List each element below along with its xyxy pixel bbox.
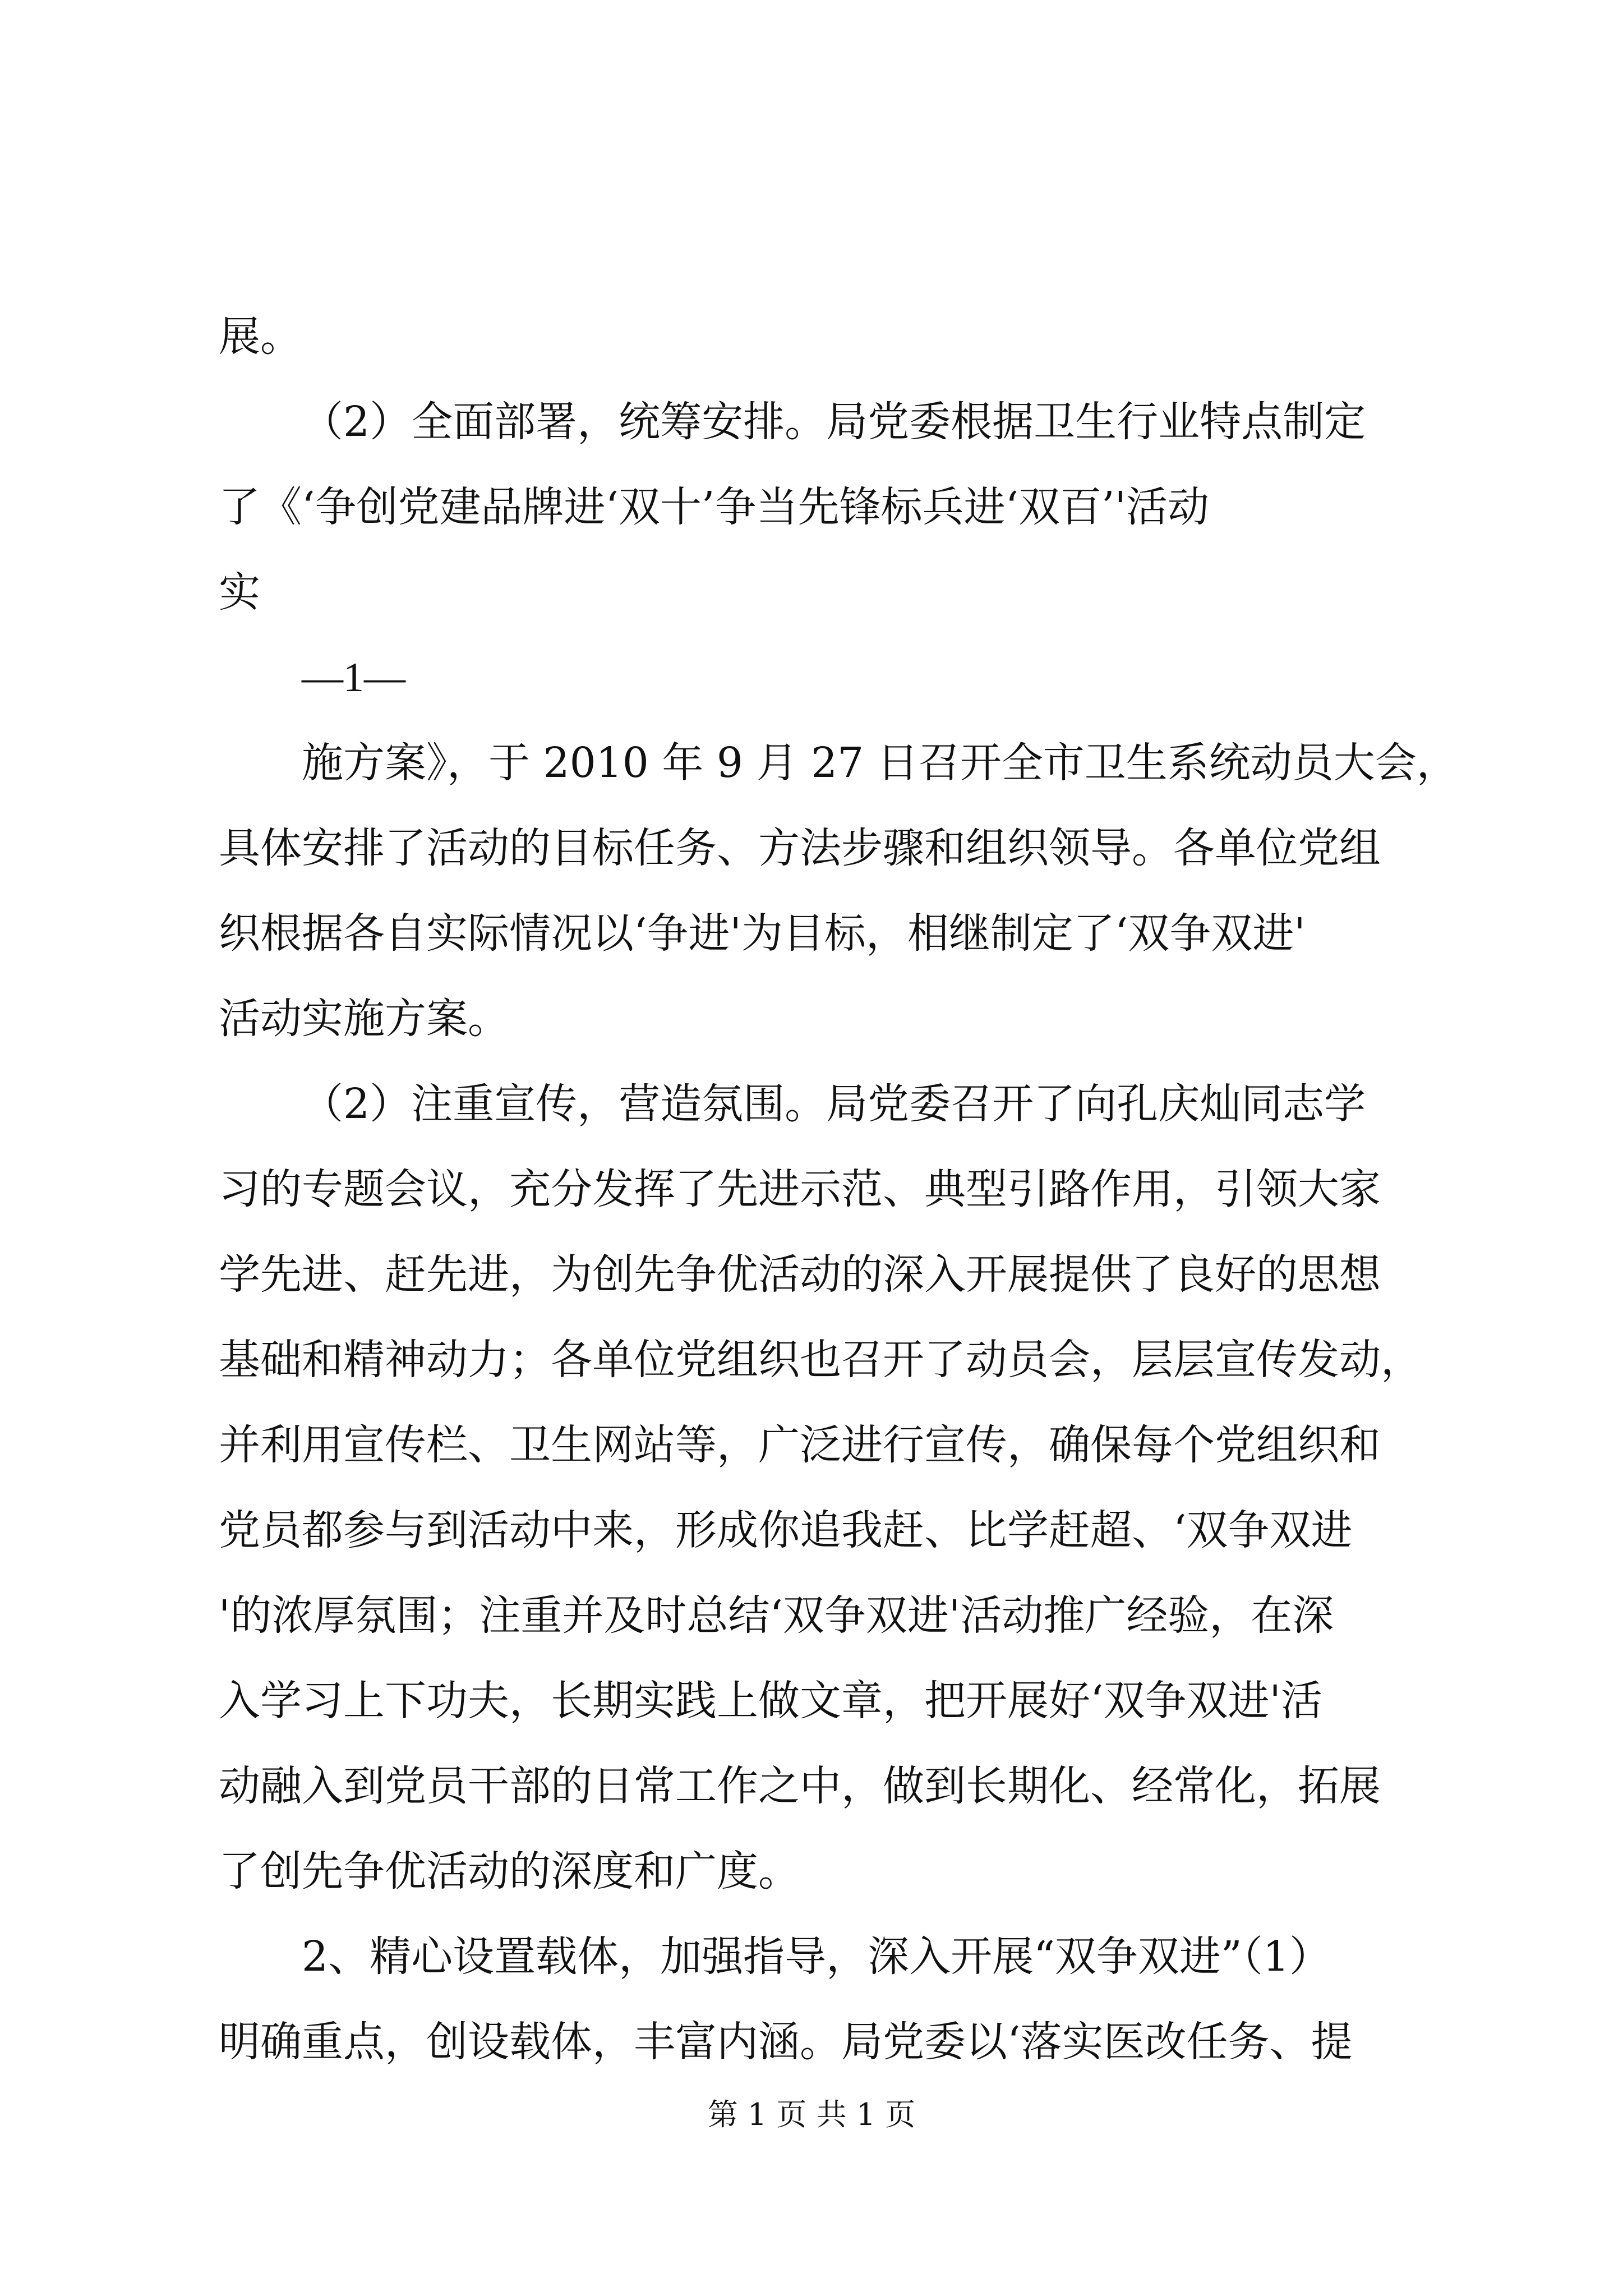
text-line: 并利用宣传栏、卫生网站等，广泛进行宣传，确保每个党组织和 bbox=[219, 1421, 1381, 1469]
text-line: 实 bbox=[219, 568, 260, 616]
text-line: 织根据各自实际情况以‘争进'为目标，相继制定了‘双争双进' bbox=[219, 909, 1306, 958]
text-line: 展。 bbox=[219, 312, 302, 361]
text-line: 了《‘争创党建品牌进‘双十’争当先锋标兵进‘双百’'活动 bbox=[219, 483, 1209, 531]
inline-page-number: —1— bbox=[302, 655, 405, 701]
text-line: 明确重点，创设载体，丰富内涵。局党委以‘落实医改任务、提 bbox=[219, 2018, 1353, 2066]
paragraph-start-line: （2）全面部署，统筹安排。局党委根据卫生行业特点制定 bbox=[302, 398, 1366, 446]
text-line: 动融入到党员干部的日常工作之中，做到长期化、经常化，拓展 bbox=[219, 1762, 1381, 1810]
page-footer bbox=[0, 2092, 1623, 2137]
paragraph-start-line: （2）注重宣传，营造氛围。局党委召开了向孔庆灿同志学 bbox=[302, 1080, 1366, 1128]
text-line: 了创先争优活动的深度和广度。 bbox=[219, 1847, 800, 1895]
text-line: 习的专题会议，充分发挥了先进示范、典型引路作用，引领大家 bbox=[219, 1165, 1381, 1213]
paragraph-start-line: 2、精心设置载体，加强指导，深入开展“双争双进”（1） bbox=[302, 1932, 1331, 1981]
text-line: 基础和精神动力；各单位党组织也召开了动员会，层层宣传发动， bbox=[219, 1336, 1422, 1384]
text-line: 学先进、赶先进，为创先争优活动的深入开展提供了良好的思想 bbox=[219, 1250, 1381, 1299]
text-line: '的浓厚氛围；注重并及时总结‘双争双进'活动推广经验，在深 bbox=[219, 1591, 1334, 1640]
text-line: 党员都参与到活动中来，形成你追我赶、比学赶超、‘双争双进 bbox=[219, 1506, 1353, 1554]
text-line: 具体安排了活动的目标任务、方法步骤和组织领导。各单位党组 bbox=[219, 824, 1381, 872]
text-line: 活动实施方案。 bbox=[219, 995, 509, 1043]
document-body bbox=[219, 294, 1458, 2085]
footer-page-info: 第 1 页 共 1 页 bbox=[707, 2097, 916, 2132]
paragraph-start-line: 施方案》，于 2010 年 9 月 27 日召开全市卫生系统动员大会， bbox=[302, 739, 1458, 787]
text-line: 入学习上下功夫，长期实践上做文章，把开展好‘双争双进'活 bbox=[219, 1677, 1322, 1725]
